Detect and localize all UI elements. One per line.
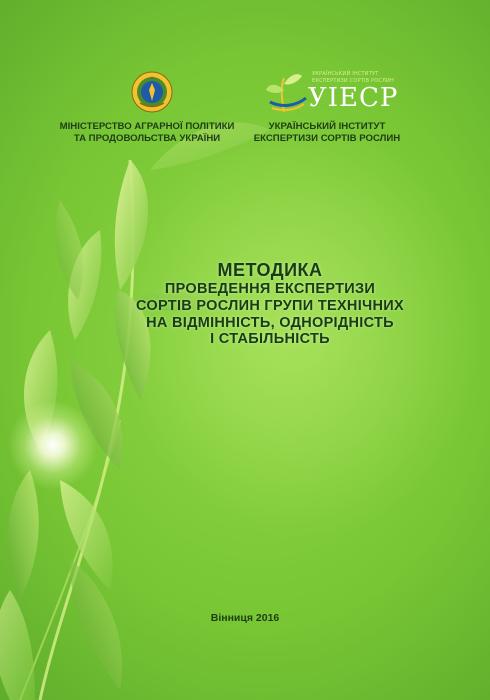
title-main: МЕТОДИКА	[217, 260, 323, 280]
subtitle-line: СОРТІВ РОСЛИН ГРУПИ ТЕХНІЧНИХ	[136, 297, 404, 314]
subtitle-line: ПРОВЕДЕННЯ ЕКСПЕРТИЗИ	[164, 281, 376, 297]
ministry-name-line: МІНІСТЕРСТВО АГРАРНОЇ ПОЛІТИКИ	[59, 121, 235, 132]
institute-name-line: УКРАЇНСЬКИЙ ІНСТИТУТ	[268, 121, 386, 132]
institute-name-line: ЕКСПЕРТИЗИ СОРТІВ РОСЛИН	[253, 133, 401, 144]
institute-name	[232, 121, 422, 145]
ministry-emblem-icon	[130, 70, 174, 114]
subtitle-line: І СТАБІЛЬНІСТЬ	[210, 331, 330, 348]
book-title	[40, 260, 490, 348]
institute-logo-small-line-2: ЕКСПЕРТИЗИ СОРТІВ РОСЛИН	[312, 78, 394, 84]
ministry-name-line: ТА ПРОДОВОЛЬСТВА УКРАЇНИ	[73, 133, 221, 144]
subtitle-line: НА ВІДМІННІСТЬ, ОДНОРІДНІСТЬ	[146, 314, 394, 331]
place-and-year: Вінниця 2016	[210, 612, 280, 624]
light-flare	[8, 400, 98, 490]
institute-logo-small-line-1: УКРАЇНСЬКИЙ ІНСТИТУТ	[312, 71, 379, 77]
ministry-name	[52, 121, 242, 145]
institute-logo-abbreviation: УІЕСР	[308, 83, 399, 113]
